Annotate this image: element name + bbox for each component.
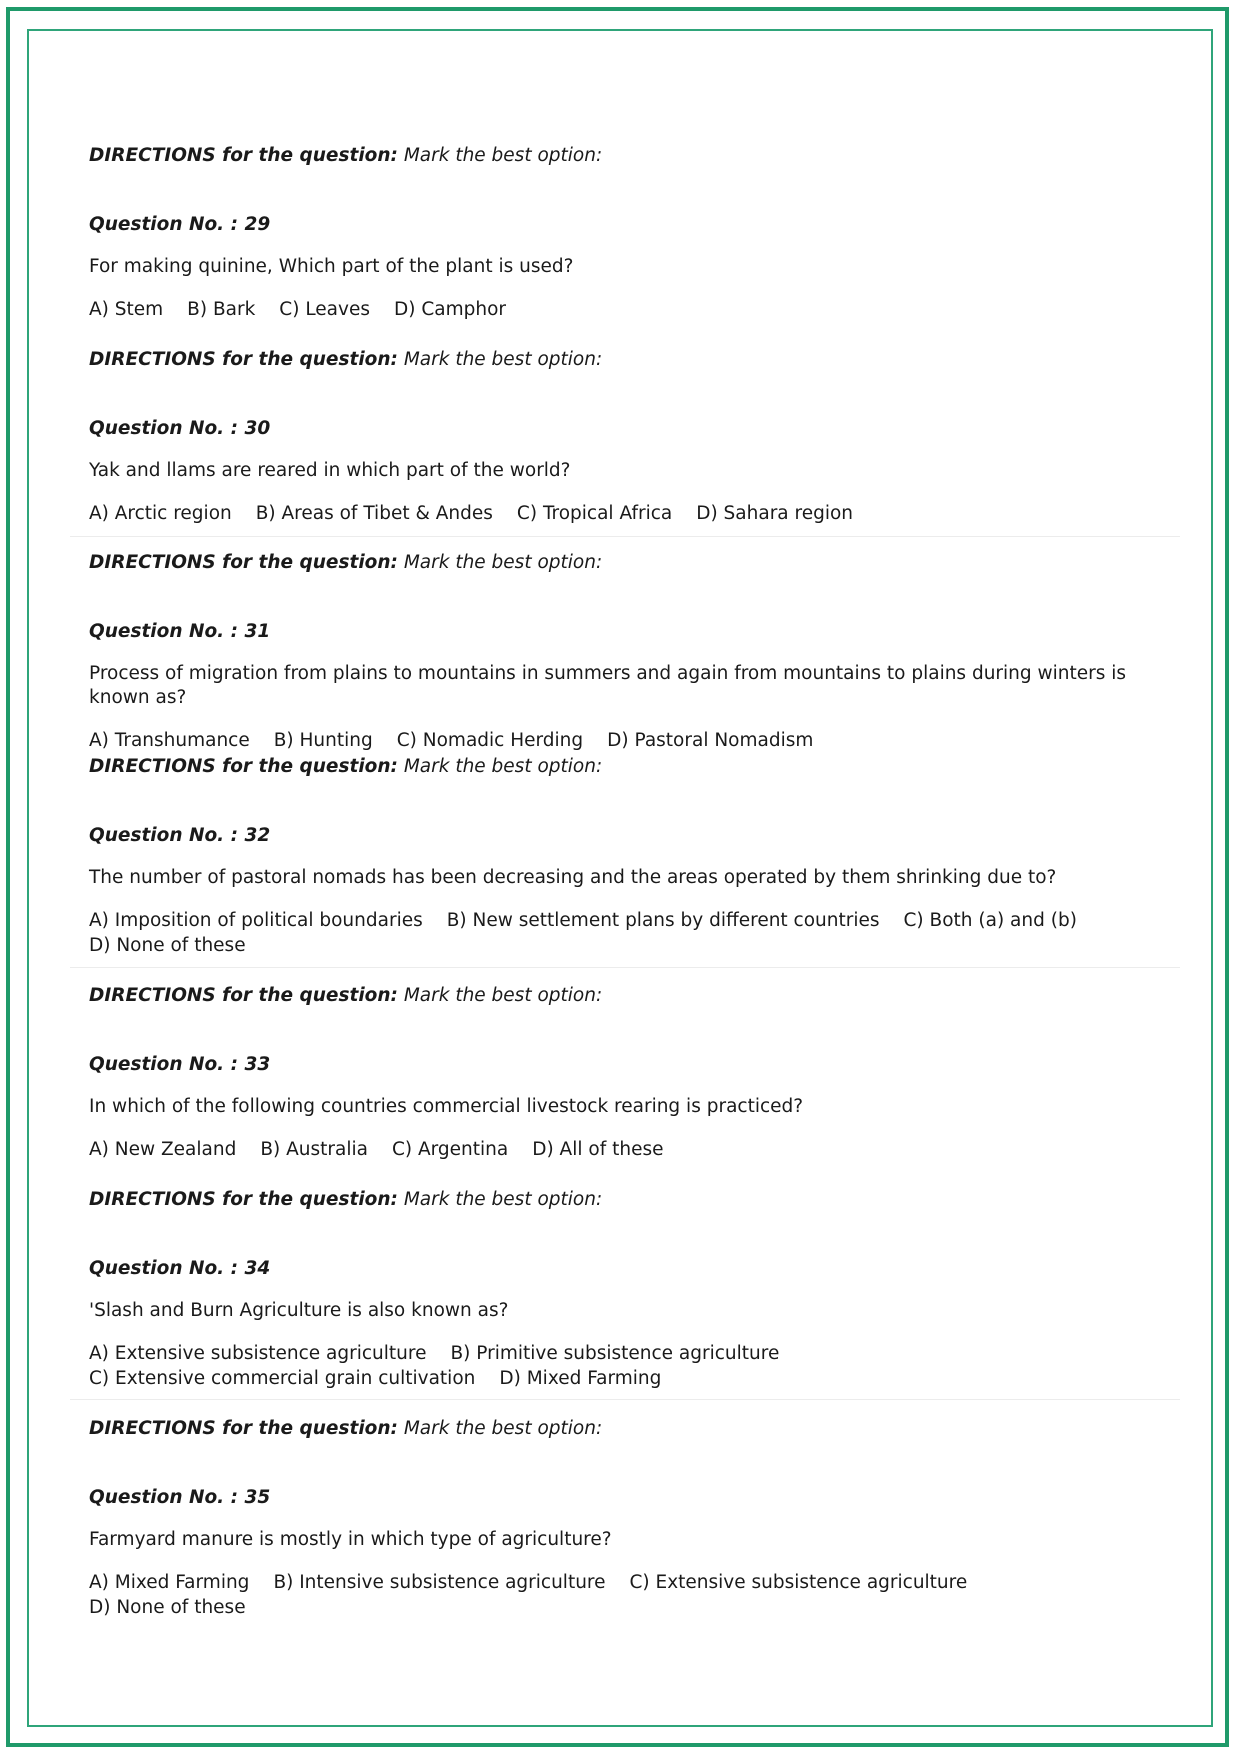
answer-option[interactable]: A) Imposition of political boundaries	[89, 910, 423, 931]
directions-line	[89, 348, 1179, 372]
question-number: Question No. : 34	[89, 1258, 271, 1279]
directions-lead: DIRECTIONS for the question:	[89, 349, 398, 370]
answer-option[interactable]: D) Camphor	[393, 299, 506, 320]
question-block	[89, 984, 1179, 1162]
answer-option[interactable]: B) Primitive subsistence agriculture	[450, 1343, 780, 1364]
question-number: Question No. : 33	[89, 1054, 271, 1075]
question-number: Question No. : 30	[89, 418, 271, 439]
answer-options	[89, 501, 1119, 526]
question-block	[89, 1417, 1179, 1620]
question-text: The number of pastoral nomads has been decreasing and the areas operated by them shrinking due to?	[89, 867, 1057, 888]
divider	[70, 1399, 1180, 1400]
question-text: In which of the following countries commercial livestock rearing is practiced?	[89, 1096, 804, 1117]
answer-option[interactable]: B) Intensive subsistence agriculture	[273, 1572, 606, 1593]
question-block	[89, 348, 1179, 526]
divider	[70, 536, 1180, 537]
answer-option[interactable]: B) New settlement plans by different countries	[446, 910, 880, 931]
answer-options	[89, 728, 1119, 753]
directions-line	[89, 144, 1179, 168]
directions-line	[89, 755, 1179, 779]
answer-option[interactable]: C) Extensive subsistence agriculture	[629, 1572, 968, 1593]
question-number: Question No. : 32	[89, 825, 271, 846]
directions-line	[89, 984, 1179, 1008]
question-text: Yak and llams are reared in which part of the world?	[89, 460, 571, 481]
answer-option[interactable]: A) Mixed Farming	[89, 1572, 250, 1593]
directions-text: Mark the best option:	[397, 1189, 603, 1210]
answer-option[interactable]: A) Transhumance	[89, 730, 250, 751]
question-number: Question No. : 29	[89, 214, 271, 235]
answer-option[interactable]: A) Extensive subsistence agriculture	[89, 1343, 427, 1364]
answer-options	[89, 1570, 1119, 1620]
directions-text: Mark the best option:	[397, 349, 603, 370]
answer-option[interactable]: C) Argentina	[391, 1139, 509, 1160]
answer-options	[89, 1137, 1119, 1162]
question-number: Question No. : 35	[89, 1487, 271, 1508]
answer-options	[89, 1341, 1119, 1391]
answer-option[interactable]: A) Stem	[89, 299, 164, 320]
directions-lead: DIRECTIONS for the question:	[89, 756, 398, 777]
directions-lead: DIRECTIONS for the question:	[89, 145, 398, 166]
question-number: Question No. : 31	[89, 621, 271, 642]
question-text: Farmyard manure is mostly in which type of agriculture?	[89, 1529, 612, 1550]
question-block	[89, 144, 1179, 322]
answer-option[interactable]: B) Australia	[260, 1139, 368, 1160]
answer-option[interactable]: D) All of these	[532, 1139, 664, 1160]
question-block	[89, 551, 1179, 753]
question-text: Process of migration from plains to mountains in summers and again from mountains to plains during winters is known as?	[89, 663, 1127, 708]
answer-option[interactable]: A) New Zealand	[89, 1139, 237, 1160]
answer-option[interactable]: D) None of these	[89, 1597, 246, 1618]
question-block	[89, 755, 1179, 958]
directions-text: Mark the best option:	[397, 552, 603, 573]
answer-option[interactable]: B) Areas of Tibet & Andes	[255, 503, 493, 524]
directions-text: Mark the best option:	[397, 145, 603, 166]
answer-option[interactable]: D) Pastoral Nomadism	[607, 730, 814, 751]
answer-option[interactable]: D) Sahara region	[696, 503, 854, 524]
answer-option[interactable]: C) Tropical Africa	[516, 503, 673, 524]
answer-option[interactable]: D) None of these	[89, 935, 246, 956]
directions-text: Mark the best option:	[397, 756, 603, 777]
directions-line	[89, 1417, 1179, 1441]
answer-options	[89, 908, 1119, 958]
answer-options	[89, 297, 1119, 322]
answer-option[interactable]: C) Nomadic Herding	[396, 730, 584, 751]
directions-text: Mark the best option:	[397, 985, 603, 1006]
directions-lead: DIRECTIONS for the question:	[89, 552, 398, 573]
directions-line	[89, 1188, 1179, 1212]
question-text: 'Slash and Burn Agriculture is also known as?	[89, 1300, 509, 1321]
answer-option[interactable]: C) Extensive commercial grain cultivation	[89, 1368, 476, 1389]
answer-option[interactable]: D) Mixed Farming	[499, 1368, 662, 1389]
answer-option[interactable]: A) Arctic region	[89, 503, 232, 524]
divider	[70, 967, 1180, 968]
question-text: For making quinine, Which part of the plant is used?	[89, 256, 574, 277]
directions-lead: DIRECTIONS for the question:	[89, 1189, 398, 1210]
answer-option[interactable]: C) Leaves	[279, 299, 370, 320]
answer-option[interactable]: B) Hunting	[273, 730, 373, 751]
directions-lead: DIRECTIONS for the question:	[89, 985, 398, 1006]
directions-text: Mark the best option:	[397, 1418, 603, 1439]
answer-option[interactable]: B) Bark	[187, 299, 256, 320]
directions-lead: DIRECTIONS for the question:	[89, 1418, 398, 1439]
answer-option[interactable]: C) Both (a) and (b)	[903, 910, 1077, 931]
question-block	[89, 1188, 1179, 1391]
directions-line	[89, 551, 1179, 575]
